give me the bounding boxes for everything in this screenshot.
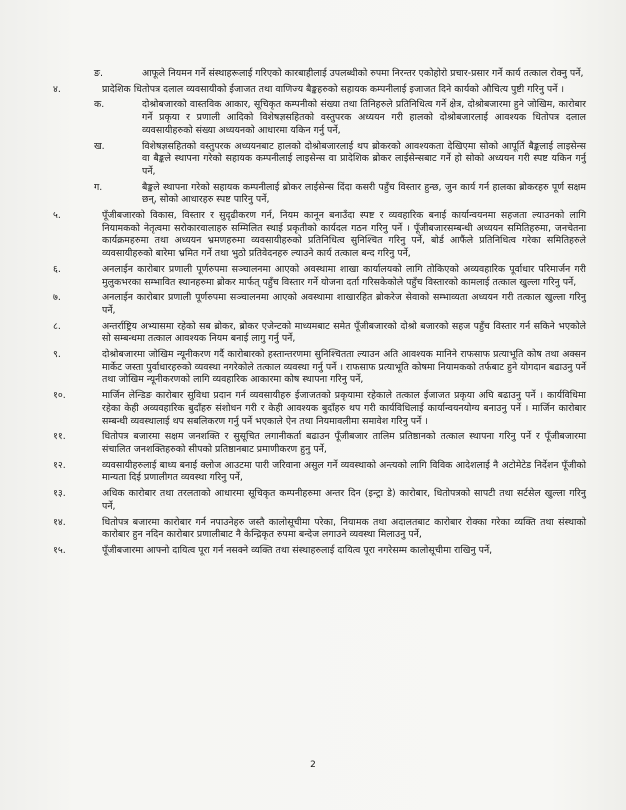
- item-text: दोश्रोबजारको वास्तविक आकार, सूचिकृत कम्पनीको संख्या तथा तिनिहरुले प्रतिनिधित्व गर्ने क्षेत्र, दोश्रोबजारमा हुने जोखिम, कारोबार गर्ने प्रकृया र प्रणाली आदिको विशेषज्ञसहितको वस्तुपरक अध्ययन गरी हालको दोश्रोबजारलाई आवश्यक धितोपत्र दलाल व्यवसायीहरुको संख्या अध्ययनको आधारमा यकिन गर्नु पर्ने,: [142, 99, 586, 136]
- item-number: १३.: [53, 488, 66, 500]
- list-item: [94, 99, 586, 137]
- item-number: १२.: [53, 459, 66, 471]
- item-text: विशेषज्ञसहितको वस्तुपरक अध्ययनबाट हालको दोश्रोबजारलाई थप ब्रोकरको आवश्यकता देखिएमा सोको आपूर्ति बैङ्कलाई लाइसेन्स वा बैङ्कले स्थापना गरेको सहायक कम्पनीलाई लाइसेन्स वा प्रादेशिक ब्रोकर लाईसेन्सबाट गर्ने हो सोको अध्ययन गरी स्पष्ट यकिन गर्नु पर्ने,: [142, 140, 586, 177]
- list-item: [53, 544, 586, 558]
- list-item: [94, 68, 586, 81]
- list-item: [53, 488, 586, 513]
- item-text: धितोपत्र बजारमा कारोबार गर्न नपाउनेहरु जस्तै कालोसूचीमा परेका, नियामक तथा अदालतबाट कारोबार रोक्का गरेका व्यक्ति तथा संस्थाको कारोबार हुन नदिन कारोबार प्रणालीबाट नै केन्द्रिकृत रुपमा बन्देज लगाउने व्यवस्था मिलाउनु पर्ने,: [102, 516, 586, 541]
- item-number: ४.: [53, 83, 61, 95]
- item-text: प्रादेशिक धितोपत्र दलाल व्यवसायीको ईजाजत तथा वाणिज्य बैङ्कहरुको सहायक कम्पनीलाई इजाजत दिने कार्यको औचित्य पुष्टी गरिनु पर्ने ।: [102, 83, 564, 95]
- item-number: १५.: [53, 544, 66, 556]
- page-number: 2: [310, 760, 316, 770]
- list-item: [53, 516, 586, 542]
- list-item: [53, 292, 586, 317]
- item-number: ९.: [53, 349, 61, 361]
- list-item: [53, 431, 586, 456]
- item-text: मार्जिन लेन्डिङ कारोबार सुविधा प्रदान गर्न व्यवसायीहरु ईजाजतको प्रकृयामा रहेकाले तत्काल ईजाजत प्रकृया अघि बढाउनु पर्ने । कार्यविधिमा रहेका केही अव्यवहारिक बुदाँहरु संशोधन गरी र केही आवश्यक बुदाँहरु थप गरी कार्यविधिलाई कार्यान्वयनयोग्य बनाउनु पर्ने । मार्जिन कारोबार सम्बन्धी व्यवस्थालाई थप सबलिकरण गर्नु पर्ने भएकाले ऐन तथा नियमावलीमा समावेश गरिनु पर्ने ।: [102, 390, 586, 427]
- item-text: दोश्रोबजारमा जोखिम न्यूनीकरण गर्दै कारोबारको हस्तान्तरणमा सुनिश्चितता ल्याउन अति आवश्यक मानिने राफसाफ प्रत्याभूति कोष तथा अक्सन मार्केट जस्ता पुर्वाधारहरुको व्यवस्था नगरेकोले तत्काल व्यवस्था गर्नु पर्ने । राफसाफ प्रत्याभूति कोषमा नियामकको तर्फबाट हुने योगदान बढाउनु पर्ने तथा जोखिम न्यूनीकरणको लागि व्यवहारिक आकारमा कोष स्थापना गरिनु पर्ने,: [102, 349, 586, 386]
- list-item: [53, 459, 586, 485]
- item-number: ७.: [53, 292, 61, 304]
- item-text: धितोपत्र बजारमा सक्षम जनशक्ति र सुसूचित लगानीकर्ता बढाउन पूँजीबजार तालिम प्रतिष्ठानको तत्काल स्थापना गरिनु पर्ने र पूँजीबजारमा संचालित जनशक्तिहरुको सीपको प्रतिष्ठानबाट प्रमाणीकरण हुनु पर्ने,: [102, 431, 586, 455]
- list-item: [53, 210, 586, 261]
- item-number: क.: [94, 99, 105, 111]
- item-text: अनलाईन कारोबार प्रणाली पूर्णरुपमा सञ्चालनमा आएको अवस्थामा शाखारहित ब्रोकरेज सेवाको सम्भाव्यता अध्ययन गरी तत्काल खुल्ला गरिनु पर्ने,: [102, 292, 586, 316]
- item-text: पूँजीबजारमा आफ्नो दायित्व पूरा गर्न नसक्ने व्यक्ति तथा संस्थाहरुलाई दायित्व पूरा नगरेसम्म कालोसूचीमा राखिनु पर्ने,: [102, 544, 493, 556]
- item-number: ८.: [53, 320, 61, 332]
- list-item: [53, 263, 586, 289]
- item-text: अनलाईन कारोबार प्रणाली पूर्णरुपमा सञ्चालनमा आएको अवस्थामा शाखा कार्यालयको लागि तोकिएको अव्यवहारिक पूर्वाधार परिमार्जन गरी मुलुकभरका सम्भावित स्थानहरुमा ब्रोकर मार्फत् पहुँच विस्तार गर्ने योजना दर्ता गरिसकेकोले पहुँच विस्तारको कामलाई तत्काल खुल्ला गरिनु पर्ने,: [102, 263, 586, 288]
- list-item: [94, 181, 586, 207]
- item-text: पूँजीबजारको विकास, विस्तार र सुदृढीकरण गर्न, नियम कानून बनाउँदा स्पष्ट र व्यवहारिक बनाई कार्यान्वयनमा सहजता ल्याउनको लागि नियामकको नेतृत्वमा सरोकारवालाहरु सम्मिलित स्थाई प्रकृतीको कार्यदल गठन गरिनु पर्ने । पूँजीबजारसम्बन्धी अध्ययन समितिहरुमा, जनचेतना कार्यक्रमहरुमा तथा अध्ययन भ्रमणहरुमा व्यवसायीहरुको प्रतिनिधित्व सुनिश्चित गरिनु पर्ने, बोर्ड आफैंले प्रतिनिधित्व गरेका समितिहरुले व्यवसायीहरुको बारेमा भ्रमित गर्ने तथा भुठो प्रतिवेदनहरु ल्याउने कार्य तत्काल बन्द गरिनु पर्ने,: [102, 210, 586, 260]
- item-text: आफूले नियमन गर्ने संस्थाहरूलाई गरिएको कारबाहीलाई उपलब्धीको रुपमा निरन्तर एकोहोरो प्रचार-प्रसार गर्ने कार्य तत्काल रोक्नु पर्ने,: [142, 68, 584, 79]
- item-number: ङ.: [94, 68, 103, 79]
- item-number: ६.: [53, 263, 61, 275]
- recommendation-list: [53, 68, 586, 558]
- item-number: ग.: [94, 181, 103, 193]
- item-text: अधिक कारोबार तथा तरलताको आधारमा सूचिकृत कम्पनीहरुमा अन्तर दिन (इन्ट्रा डे) कारोबार, धितोपत्रको सापटी तथा सर्टसेल खुल्ला गरिनु पर्ने,: [102, 488, 586, 512]
- item-number: १०.: [53, 390, 66, 402]
- item-number: ५.: [53, 210, 61, 222]
- list-item: [53, 390, 586, 428]
- list-item: [53, 83, 586, 97]
- list-item: [53, 320, 586, 346]
- item-text: अन्तर्राष्ट्रिय अभ्यासमा रहेको सब ब्रोकर, ब्रोकर एजेन्टको माध्यमबाट समेत पूँजीबजारको दोश्रो बजारको सहज पहुँच विस्तार गर्न सकिने भएकोले सो सम्बन्धमा तत्काल आवश्यक नियम बनाई लागु गर्नु पर्ने,: [102, 320, 586, 345]
- item-number: १४.: [53, 516, 66, 528]
- item-text: बैङ्कले स्थापना गरेको सहायक कम्पनीलाई ब्रोकर लाईसेन्स दिंदा कसरी पहुँच विस्तार हुन्छ, जुन कार्य गर्न हालका ब्रोकरहरु पूर्ण सक्षम छन्, सोको आधारहरु स्पष्ट पारिनु पर्ने,: [142, 181, 586, 206]
- item-text: व्यवसायीहरुलाई बाध्य बनाई क्लोज आउटमा पारी जरिवाना असुल गर्ने व्यवस्थाको अन्त्यको लागि विविक आदेशलाई नै अटोमेटेड निर्देशन पूँजीको मान्यता दिई प्रणालीगत व्यवस्था गरिनु पर्ने,: [102, 459, 586, 484]
- item-number: ११.: [53, 431, 66, 443]
- list-item: [94, 140, 586, 179]
- item-number: ख.: [94, 140, 105, 152]
- list-item: [53, 349, 586, 387]
